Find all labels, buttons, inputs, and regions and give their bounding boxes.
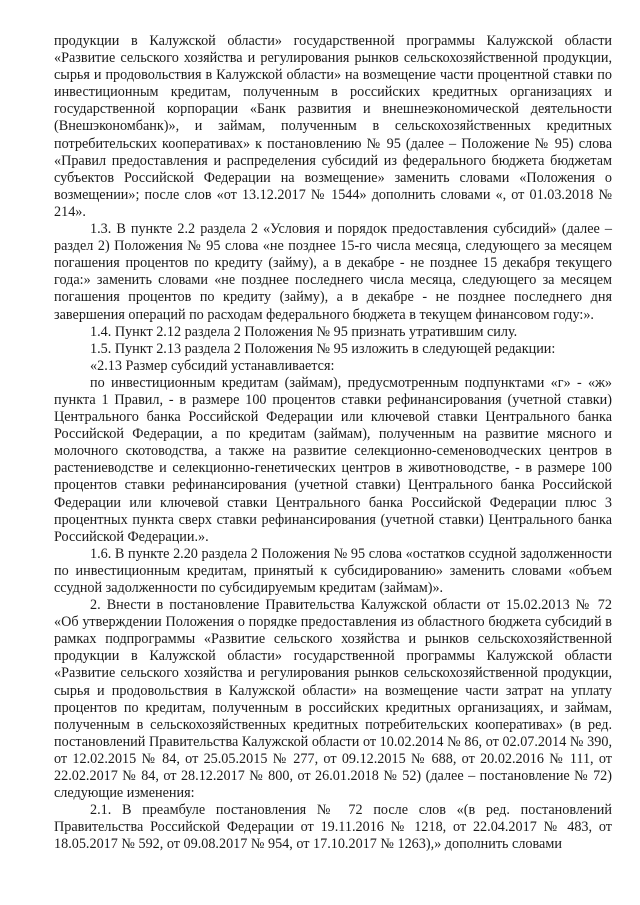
paragraph-1-3: 1.3. В пункте 2.2 раздела 2 «Условия и порядок предоставления субсидий» (далее – раздел 2) Положения № 95 слова «не позднее 15-го числа месяца, следующего за месяцем погашения процентов по кредиту (займу), а в декабре - не позднее 15 декабря текущего года:» заменить словами «не позднее последнего числа месяца, следующего за месяцем погашения процентов по кредиту (займу), а в декабре - не позднее последнего дня завершения операций по расходам федерального бюджета в текущем финансовом году:». bbox=[54, 221, 612, 323]
paragraph-1-6: 1.6. В пункте 2.20 раздела 2 Положения № 95 слова «остатков ссудной задолженности по инвестиционным кредитам, принятый к субсидированию» заменить словами «объем ссудной задолженности по субсидируемым кредитам (займам)». bbox=[54, 545, 612, 596]
paragraph-continuation: продукции в Калужской области» государственной программы Калужской области «Развитие сельского хозяйства и регулирования рынков сельскохозяйственной продукции, сырья и продовольствия в Калужской области» на возмещение части процентной ставки по инвестиционным кредитам, полученным в российских кредитных организациях и государственной корпорации «Банк развития и внешнеэкономической деятельности (Внешэкономбанк)», и займам, полученным в сельскохозяйственных кредитных потребительских кооперативах» к постановлению № 95 (далее – Положение № 95) слова «Правил предоставления и распределения субсидий из федерального бюджета бюджетам субъектов Российской Федерации на возмещение» заменить словами «Положения о возмещении»; после слов «от 13.12.2017 № 1544» дополнить словами «, от 01.03.2018 № 214». bbox=[54, 33, 612, 220]
paragraph-2-13-body: по инвестиционным кредитам (займам), предусмотренным подпунктами «г» - «ж» пункта 1 Правил, - в размере 100 процентов ставки рефинансирования (учетной ставки) Центрального банка Российской Федерации или ключевой ставки Центрального банка Российской Федерации, а по кредитам (займам), полученным на развитие мясного и молочного скотоводства, а также на развитие селекционно-семеноводческих центров в растениеводстве и селекционно-генетических центров в животноводстве, - в размере 100 процентов ставки рефинансирования (учетной ставки) Центрального банка Российской Федерации или ключевой ставки Центрального банка Российской Федерации плюс 3 процентных пункта сверх ставки рефинансирования (учетной ставки) Центрального банка Российской Федерации.». bbox=[54, 374, 612, 545]
document-body bbox=[54, 33, 612, 854]
paragraph-2-13-heading: «2.13 Размер субсидий устанавливается: bbox=[90, 357, 335, 374]
paragraph-1-5: 1.5. Пункт 2.13 раздела 2 Положения № 95 изложить в следующей редакции: bbox=[90, 340, 556, 357]
paragraph-2-1: 2.1. В преамбуле постановления № 72 после слов «(в ред. постановлений Правительства Российской Федерации от 19.11.2016 № 1218, от 22.04.2017 № 483, от 18.05.2017 № 592, от 09.08.2017 № 954, от 17.10.2017 № 1263),» дополнить словами bbox=[54, 802, 612, 853]
paragraph-1-4: 1.4. Пункт 2.12 раздела 2 Положения № 95 признать утратившим силу. bbox=[90, 323, 518, 340]
paragraph-2: 2. Внести в постановление Правительства Калужской области от 15.02.2013 № 72 «Об утверждении Положения о порядке предоставления из областного бюджета субсидий в рамках подпрограммы «Развитие сельского хозяйства и рынков сельскохозяйственной продукции в Калужской области» государственной программы Калужской области «Развитие сельского хозяйства и регулирования рынков сельскохозяйственной продукции, сырья и продовольствия в Калужской области» на возмещение части затрат на уплату процентов по кредитам, полученным в российских кредитных организациях, и займам, полученным в сельскохозяйственных кредитных потребительских кооперативах» (в ред. постановлений Правительства Калужской области от 10.02.2014 № 86, от 02.07.2014 № 390, от 12.02.2015 № 84, от 25.05.2015 № 277, от 09.12.2015 № 688, от 20.02.2016 № 111, от 22.02.2017 № 84, от 28.12.2017 № 800, от 26.01.2018 № 52) (далее – постановление № 72) следующие изменения: bbox=[54, 597, 612, 802]
